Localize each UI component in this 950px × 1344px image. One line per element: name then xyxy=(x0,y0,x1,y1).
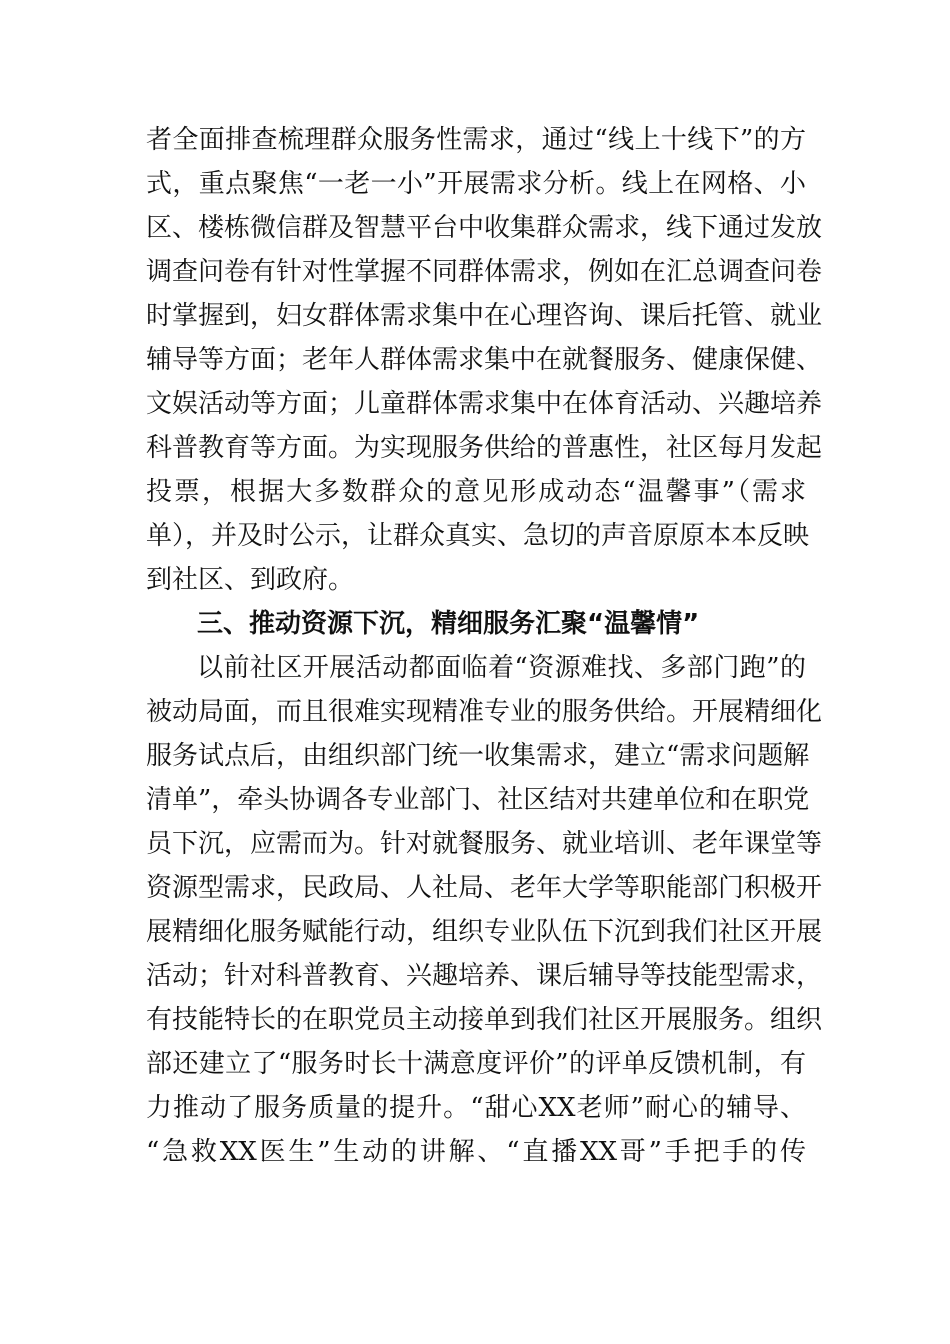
paragraph-line: 式，重点聚焦“一老一小”开展需求分析。线上在网格、小 xyxy=(146,169,806,199)
paragraph-line: 辅导等方面；老年人群体需求集中在就餐服务、健康保健、 xyxy=(146,345,823,375)
paragraph-line: “急救XX医生”生动的讲解、“直播XX哥”手把手的传 xyxy=(146,1137,806,1167)
paragraph-line: 文娱活动等方面；儿童群体需求集中在体育活动、兴趣培养 xyxy=(146,389,823,419)
paragraph-line: 者全面排查梳理群众服务性需求，通过“线上十线下”的方 xyxy=(146,125,806,155)
paragraph-line: 有技能特长的在职党员主动接单到我们社区开展服务。组织 xyxy=(146,1005,823,1035)
paragraph-line: 区、楼栋微信群及智慧平台中收集群众需求，线下通过发放 xyxy=(146,213,823,243)
paragraph-line: 部还建立了“服务时长十满意度评价”的评单反馈机制，有 xyxy=(146,1049,806,1079)
paragraph-line: 以前社区开展活动都面临着“资源难找、多部门跑”的 xyxy=(197,653,806,683)
paragraph-line: 单），并及时公示，让群众真实、急切的声音原原本本反映 xyxy=(146,521,810,551)
section-heading: 三、推动资源下沉，精细服务汇聚“温馨情” xyxy=(197,609,700,639)
paragraph-line: 力推动了服务质量的提升。“甜心XX老师”耐心的辅导、 xyxy=(146,1093,806,1123)
paragraph-line: 科普教育等方面。为实现服务供给的普惠性，社区每月发起 xyxy=(146,433,823,463)
paragraph-line: 投票，根据大多数群众的意见形成动态“温馨事”（需求 xyxy=(146,477,806,507)
paragraph-line: 活动；针对科普教育、兴趣培养、课后辅导等技能型需求， xyxy=(146,961,823,991)
paragraph-line: 清单”，牵头协调各专业部门、社区结对共建单位和在职党 xyxy=(146,785,810,815)
paragraph-line: 展精细化服务赋能行动，组织专业队伍下沉到我们社区开展 xyxy=(146,917,823,947)
paragraph-line: 被动局面，而且很难实现精准专业的服务供给。开展精细化 xyxy=(146,697,823,727)
paragraph-line: 调查问卷有针对性掌握不同群体需求，例如在汇总调查问卷 xyxy=(146,257,823,287)
paragraph-line: 到社区、到政府。 xyxy=(146,565,355,595)
paragraph-line: 资源型需求，民政局、人社局、老年大学等职能部门积极开 xyxy=(146,873,823,903)
paragraph-line: 时掌握到，妇女群体需求集中在心理咨询、课后托管、就业 xyxy=(146,301,823,331)
paragraph-line: 员下沉，应需而为。针对就餐服务、就业培训、老年课堂等 xyxy=(146,829,823,859)
paragraph-line: 服务试点后，由组织部门统一收集需求，建立“需求问题解 xyxy=(146,741,810,771)
